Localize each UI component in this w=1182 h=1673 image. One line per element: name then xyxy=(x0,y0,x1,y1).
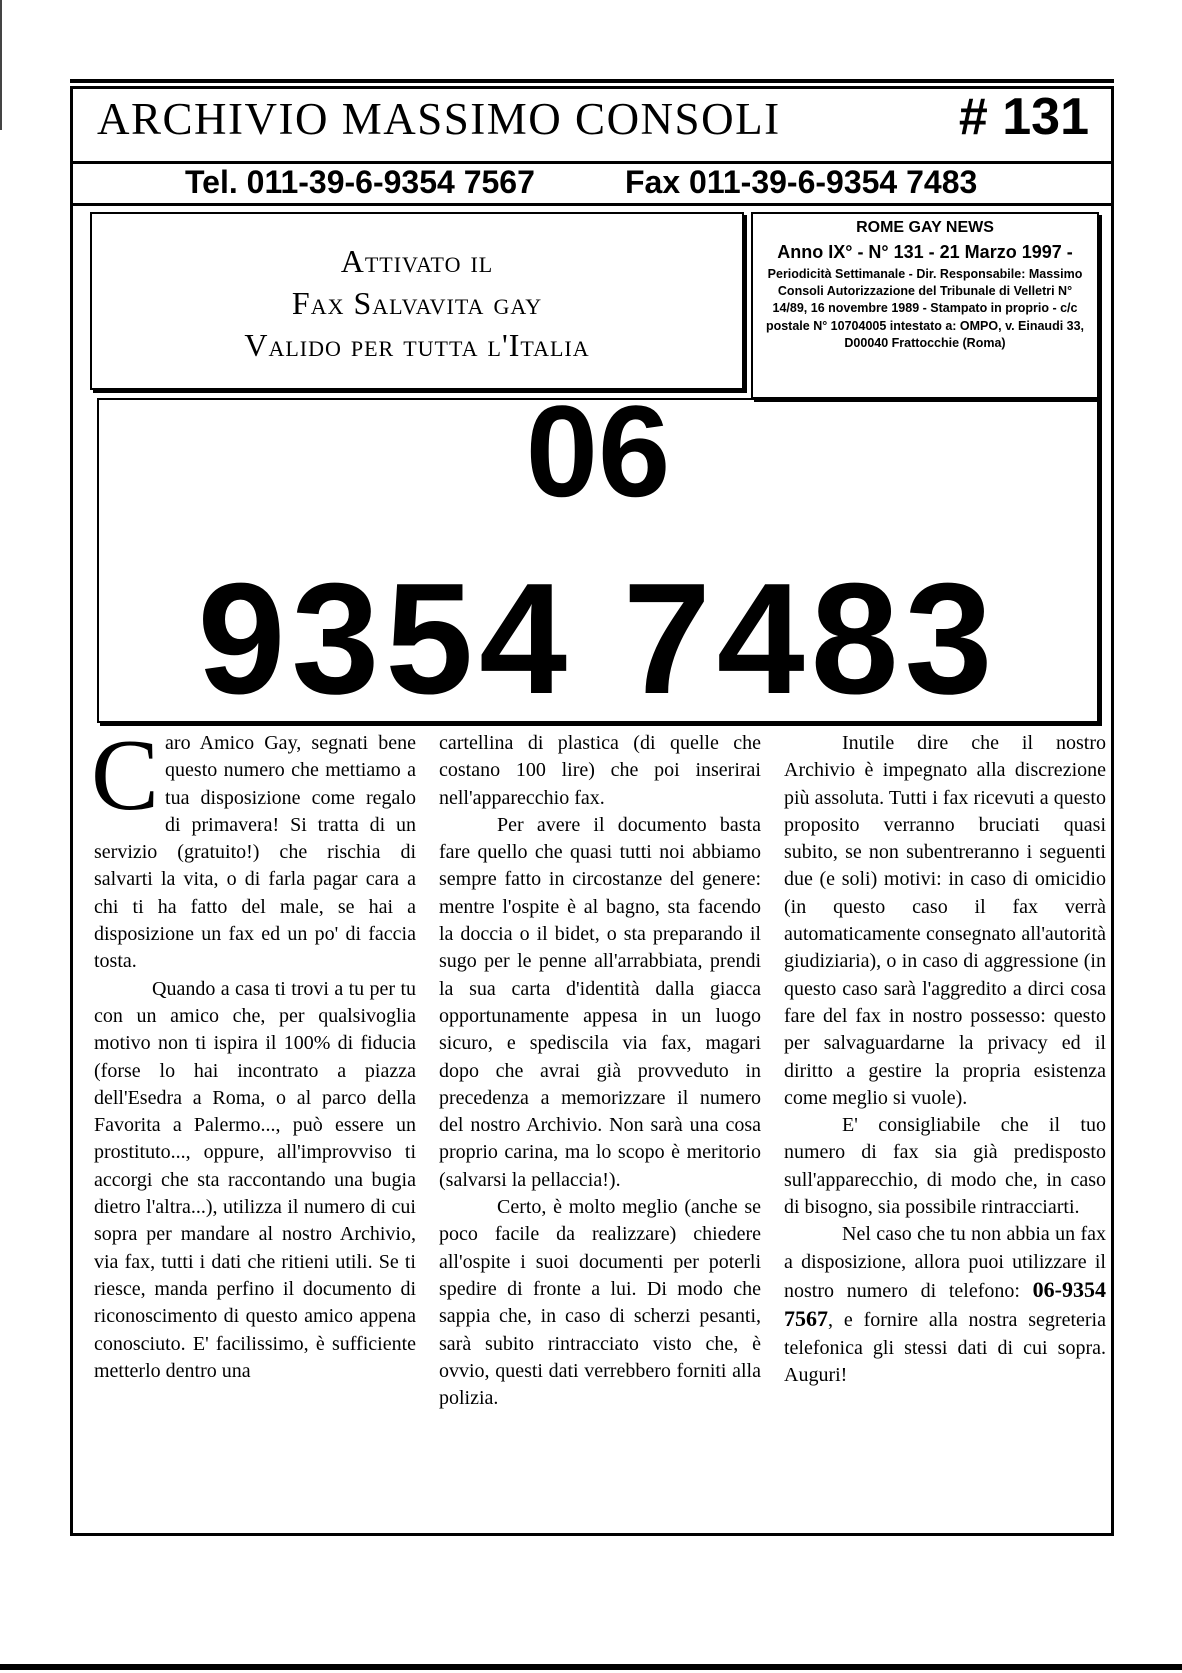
top-rule xyxy=(70,79,1114,83)
headline-box xyxy=(90,212,744,390)
article-column-3 xyxy=(784,730,1106,1530)
inline-phone-number: 06-9354 7567 xyxy=(784,1276,1106,1332)
article-paragraph: Certo, è molto meglio (anche se poco facile da realizzare) chiedere all'ospite i suoi documenti per poterli spedire di fronte a lui. Di modo che sappia che, in caso di scherzi pesanti, sarà subito rintracciato visto che, è ovvio, questi dati verrebbero forniti alla polizia. xyxy=(439,1196,761,1410)
headline-line-1: Attivato il xyxy=(340,243,494,279)
publication-details: Periodicità Settimanale - Dir. Responsabile: Massimo Consoli Autorizzazione del Tribunale di Velletri N° 14/89, 16 novembre 1989 - Stampato in proprio - c/c postale N° 10704005 intestato a: OMPO, v. Einaudi 33, D00040 Frattocchie (Roma) xyxy=(765,267,1085,350)
article-body xyxy=(91,719,1106,1530)
publication-issue: Anno IX° - N° 131 - 21 Marzo 1997 - xyxy=(777,242,1073,262)
paragraph-text: aro Amico Gay, segnati bene questo numero che mettiamo a tua disposizione come regalo di primavera! Si tratta di un servizio (gratuito!) che rischia di salvarti la vita, o di farla pagar cara a chi ti ha fatto del male, se hai a disposizione un fax ed un po' di faccia tosta. xyxy=(94,732,416,973)
fax-number: 9354 7483 xyxy=(197,551,999,723)
headline-line-3: Valido per tutta l'Italia xyxy=(244,327,590,363)
article-paragraph: Inutile dire che il nostro Archivio è impegnato alla discrezione più assoluta. Tutti i fax ricevuti a questo proposito verranno bruciati quasi subito, se non subentreranno i seguenti due (e soli) motivi: in caso di omicidio (in questo caso il fax verrà automaticamente consegnato all'autorità giudiziaria), o in caso di aggressione (in questo caso sarà l'aggredito a dirci cosa fare del fax in nostro possesso: questo per salvaguardarne la privacy ed il diritto a gestire la propria esistenza come meglio si vuole). xyxy=(784,732,1106,1109)
contact-row xyxy=(73,164,1111,204)
paragraph-text: Nel caso che tu non abbia un fax a disposizione, allora puoi utilizzare il nostro numero di telefono: xyxy=(784,1223,1106,1302)
article-paragraph xyxy=(91,719,416,976)
issue-number: # 131 xyxy=(958,88,1089,146)
article-paragraph: Quando a casa ti trovi a tu per tu con un amico che, per qualsivoglia motivo non ti ispira il 100% di fiducia (forse lo hai incontrato a piazza dell'Esedra a Roma, o al parco della Favorita a Palermo..., può essere un prostituto..., oppure, all'improvviso ti accorgi che sta raccontando una bugia dietro l'altra...), utilizza il numero di cui sopra per mandare al nostro Archivio, via fax, tutti i dati che ritieni utili. Se ti riesce, manda perfino il documento di riconoscimento di questo amico appena conosciuto. E' facilissimo, è sufficiente metterlo dentro una xyxy=(94,977,416,1382)
fax-contact-number: Fax 011-39-6-9354 7483 xyxy=(625,164,978,200)
bottom-rule xyxy=(0,1664,1182,1670)
article-paragraph: cartellina di plastica (di quelle che costano 100 lire) che poi inserirai nell'apparecchio fax. xyxy=(439,732,761,809)
fax-prefix: 06 xyxy=(525,398,671,524)
article-column-1 xyxy=(91,719,416,1530)
headline xyxy=(92,240,742,366)
article-paragraph xyxy=(784,1221,1106,1389)
publication-title: ROME GAY NEWS xyxy=(856,219,994,236)
article-paragraph: E' consigliabile che il tuo numero di fax sia già predisposto sull'apparecchio, di modo che, in caso di bisogno, sia possibile rintracciarti. xyxy=(784,1114,1106,1219)
masthead xyxy=(73,89,1111,161)
paragraph-text: , e fornire alla nostra segreteria telefonica gli stessi dati di cui sopra. Auguri! xyxy=(784,1309,1106,1386)
scan-edge-mark xyxy=(0,0,2,130)
fax-number-box xyxy=(97,398,1099,723)
contact-divider xyxy=(73,203,1111,206)
article-column-2 xyxy=(439,730,761,1530)
masthead-title: ARCHIVIO MASSIMO CONSOLI xyxy=(97,94,781,144)
article-paragraph: Per avere il documento basta fare quello che quasi tutti noi abbiamo sempre fatto in circostanze del genere: mentre l'ospite è al bagno, sta facendo la doccia o il bidet, o sta preparando il sugo per le penne all'arrabbiata, prendi la sua carta d'identità dalla giacca opportunamente appesa in un luogo sicuro, e spediscila via fax, magari dopo che avrai già provveduto in precedenza a memorizzare il numero del nostro Archivio. Non sarà una cosa proprio carina, ma lo scopo è meritorio (salvarsi la pellaccia!). xyxy=(439,813,761,1191)
publication-info-box xyxy=(751,212,1099,399)
headline-line-2: Fax Salvavita gay xyxy=(291,285,543,321)
drop-cap: C xyxy=(91,719,160,832)
telephone-number: Tel. 011-39-6-9354 7567 xyxy=(185,164,535,200)
